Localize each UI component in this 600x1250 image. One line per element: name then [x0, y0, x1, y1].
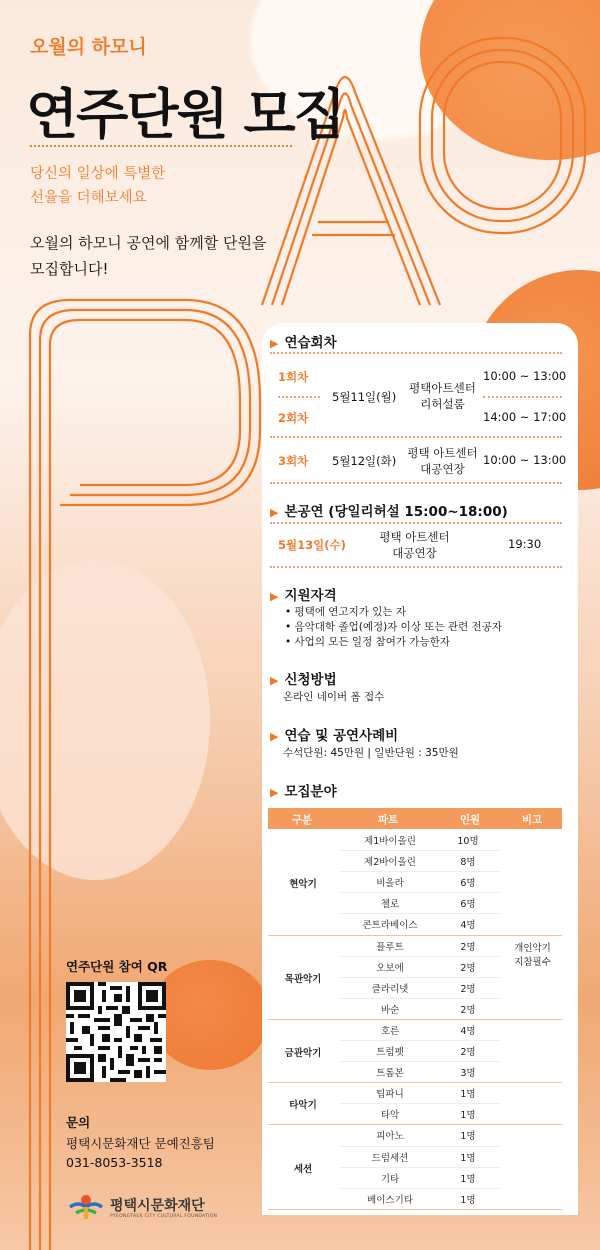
foundation-logo-subtext: PYEONGTAEK CITY CULTURAL FOUNDATION: [110, 1214, 218, 1219]
count-cell: 1명: [460, 1152, 476, 1164]
triangle-icon: ▶: [270, 337, 279, 350]
part-cell: 플루트: [376, 941, 404, 953]
row-divider: [340, 1188, 500, 1189]
contact-phone[interactable]: 031-8053-3518: [66, 1155, 163, 1170]
group-divider: [268, 1209, 562, 1210]
part-cell: 바순: [380, 1004, 400, 1016]
count-cell: 4명: [460, 920, 476, 932]
table-row: [268, 1061, 562, 1082]
tagline-line-2: 선율을 더해보세요: [30, 190, 147, 206]
category-cell: 목관악기: [284, 973, 322, 985]
part-cell: 팀파니: [376, 1089, 404, 1101]
triangle-icon: ▶: [270, 674, 279, 687]
count-cell: 2명: [460, 962, 476, 974]
category-cell: 현악기: [289, 878, 317, 890]
part-cell: 제2바이올린: [364, 857, 416, 869]
category-cell: 타악기: [289, 1100, 317, 1112]
divider: [483, 396, 562, 398]
table-row: [268, 892, 562, 913]
row-divider: [340, 1061, 500, 1062]
row-divider: [340, 892, 500, 893]
triangle-icon: ▶: [270, 786, 279, 799]
qr-label: 연주단원 참여 QR: [66, 959, 168, 974]
intro-line-2: 모집합니다!: [30, 260, 109, 278]
count-cell: 2명: [460, 941, 476, 953]
row-divider: [340, 1146, 500, 1147]
session-3-time: 10:00 ~ 13:00: [483, 453, 567, 467]
contact-heading: 문의: [66, 1115, 91, 1130]
page-title: 연주단원 모집: [26, 83, 344, 146]
count-cell: 4명: [460, 1025, 476, 1037]
qualification-item: • 사업의 모든 일정 참여가 가능한자: [285, 636, 450, 648]
count-cell: 2명: [460, 983, 476, 995]
column-header-category: 구분: [291, 814, 313, 826]
part-cell: 오보에: [376, 962, 404, 974]
count-cell: 2명: [460, 1004, 476, 1016]
part-cell: 비올라: [376, 878, 404, 890]
title-divider: [30, 145, 292, 147]
concert-date: 5월13일(수): [278, 538, 346, 552]
divider: [270, 522, 562, 524]
session-1-time: 10:00 ~ 13:00: [483, 369, 567, 383]
column-header-part: 파트: [377, 814, 399, 826]
fee-heading: ▶ 연습 및 공연사례비: [270, 728, 399, 744]
part-cell: 트럼펫: [376, 1047, 404, 1058]
session-2: 2회차: [278, 411, 309, 425]
qualification-item: • 평택에 연고지가 있는 자: [285, 606, 406, 618]
part-cell: 첼로: [380, 899, 400, 911]
table-row: [268, 1124, 562, 1145]
contact-org: 평택시문화재단 문예진흥팀: [66, 1136, 215, 1151]
category-cell: 세션: [293, 1163, 313, 1175]
divider: [270, 352, 562, 354]
session-3-place: 평택 아트센터 대공연장: [407, 446, 478, 476]
session-3: 3회차: [278, 454, 309, 468]
part-cell: 제1바이올린: [364, 836, 416, 847]
table-row: [268, 850, 562, 871]
table-row: [268, 913, 562, 934]
count-cell: 6명: [460, 899, 476, 911]
session-1: 1회차: [278, 370, 309, 384]
fee-text: 수석단원: 45만원 | 일반단원 : 35만원: [283, 747, 459, 759]
count-cell: 6명: [460, 878, 476, 890]
intro-line-1: 오월의 하모니 공연에 함께할 단원을: [30, 234, 267, 252]
triangle-icon: ▶: [270, 730, 279, 743]
count-cell: 2명: [460, 1047, 476, 1058]
apply-text: 온라인 네이버 폼 접수: [283, 691, 385, 703]
part-cell: 트롬본: [376, 1068, 404, 1080]
count-cell: 10명: [457, 836, 479, 847]
table-row: [268, 829, 562, 850]
divider: [270, 482, 562, 484]
qualification-item: • 음악대학 졸업(예정)자 이상 또는 관련 전공자: [285, 621, 502, 633]
concert-time: 19:30: [508, 537, 542, 551]
event-subtitle: 오월의 하모니: [30, 36, 147, 58]
table-row: [268, 1188, 562, 1209]
concert-place: 평택 아트센터 대공연장: [379, 530, 450, 560]
count-cell: 1명: [460, 1131, 476, 1143]
row-divider: [340, 1040, 500, 1041]
apply-heading: ▶ 신청방법: [270, 672, 337, 688]
concert-heading: ▶ 본공연 (당일리허설 15:00~18:00): [270, 504, 508, 520]
session-1-2-place: 평택아트센터 리허설룸: [409, 381, 476, 411]
count-cell: 8명: [460, 857, 476, 869]
part-cell: 드럼세션: [371, 1152, 409, 1164]
triangle-icon: ▶: [270, 590, 279, 603]
qualification-heading: ▶ 지원자격: [270, 588, 337, 604]
row-divider: [340, 871, 500, 872]
row-divider: [340, 1167, 500, 1168]
category-cell: 금관악기: [284, 1047, 322, 1059]
column-header-count: 인원: [459, 814, 481, 826]
divider: [270, 436, 562, 438]
divider: [270, 566, 562, 568]
qr-code[interactable]: [66, 982, 166, 1082]
tagline-line-1: 당신의 일상에 특별한: [30, 166, 166, 182]
tagline: [30, 162, 165, 210]
intro-text: [30, 230, 266, 282]
row-divider: [340, 956, 500, 957]
count-cell: 1명: [460, 1089, 476, 1101]
part-cell: 타악: [380, 1110, 400, 1122]
part-cell: 베이스기타: [367, 1194, 413, 1206]
row-divider: [340, 1103, 500, 1104]
table-row: [268, 998, 562, 1019]
session-3-date: 5월12일(화): [332, 454, 397, 468]
part-cell: 기타: [380, 1173, 400, 1185]
column-header-note: 비고: [521, 814, 543, 826]
recruit-heading: ▶ 모집분야: [270, 784, 337, 800]
divider: [278, 396, 320, 398]
count-cell: 1명: [460, 1173, 476, 1185]
practice-heading: ▶ 연습회차: [270, 335, 337, 351]
row-divider: [340, 998, 500, 999]
part-cell: 피아노: [376, 1131, 404, 1143]
table-row: [268, 1019, 562, 1040]
session-1-2-date: 5월11일(월): [332, 390, 397, 404]
table-header: [268, 808, 562, 829]
part-cell: 콘트라베이스: [362, 920, 418, 932]
count-cell: 1명: [460, 1110, 476, 1122]
triangle-icon: ▶: [270, 506, 279, 519]
count-cell: 1명: [460, 1194, 476, 1206]
part-cell: 호른: [380, 1025, 400, 1037]
row-divider: [340, 977, 500, 978]
row-divider: [340, 850, 500, 851]
session-2-time: 14:00 ~ 17:00: [483, 410, 567, 424]
table-note: 개인악기 지참필수: [514, 943, 551, 968]
foundation-logo-icon: [66, 1193, 106, 1221]
foundation-logo-text: 평택시문화재단: [110, 1198, 205, 1214]
row-divider: [340, 913, 500, 914]
part-cell: 클라리넷: [371, 983, 409, 995]
count-cell: 3명: [460, 1068, 476, 1080]
